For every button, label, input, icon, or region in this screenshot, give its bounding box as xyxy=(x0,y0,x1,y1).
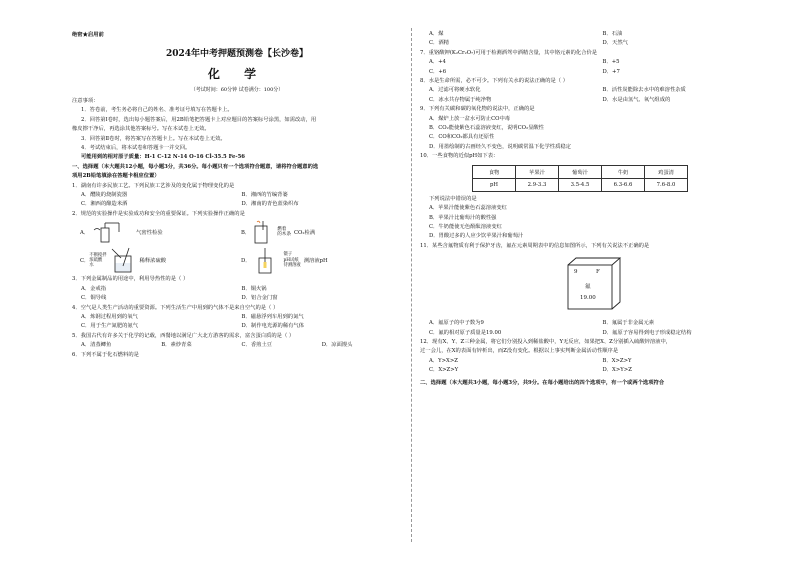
atomic-masses: 可能用到的相对原子质量：H-1 C-12 N-14 O-16 Cl-35.5 Fe-56 xyxy=(81,154,245,161)
q12-option-b[interactable]: B．X>Z>Y xyxy=(602,357,632,364)
ph-table-header-row xyxy=(473,165,688,178)
q11-option-c[interactable]: C．氟的相对原子质量是19.00 xyxy=(429,329,502,336)
q11-options-row1 xyxy=(420,319,776,328)
q2-d-note1: 镊子 xyxy=(283,252,293,258)
q2-d-note3: 待测溶液 xyxy=(283,263,301,269)
binding-divider xyxy=(411,28,412,542)
q3-option-b[interactable]: B．铜火锅 xyxy=(241,285,267,292)
q2-option-b[interactable] xyxy=(241,220,402,244)
q8-option-d[interactable]: D．水是由氢气、氧气组成的 xyxy=(602,96,671,103)
q2-b-caption: CO₂检满 xyxy=(294,230,316,237)
ph-table xyxy=(472,165,688,192)
q7-options-row1 xyxy=(420,58,776,67)
q7-option-a[interactable]: A．+4 xyxy=(429,59,446,66)
ph-table-cell: 鸡蛋清 xyxy=(645,165,688,178)
q10-option-b[interactable]: B．苹果汁比葡萄汁的酸性强 xyxy=(429,214,497,221)
q2-b-notes xyxy=(277,227,291,237)
q2-c-label: C． xyxy=(80,258,90,265)
q5-option-b[interactable]: B．素炒青菜 xyxy=(161,342,192,349)
q12-stem: 12．现有X、Y、Z三种金属，将它们分别投入到稀盐酸中，Y无反应，如果把X、Z分别插入硫酸锌溶液中， xyxy=(420,338,672,345)
q2-a-label: A． xyxy=(80,230,90,237)
q6-option-c[interactable]: C．酒精 xyxy=(429,40,449,47)
q3-options-row1 xyxy=(72,285,402,294)
q2-c-note2: 浓硫酸 xyxy=(89,257,103,263)
element-mass: 19.00 xyxy=(580,295,596,302)
secret-label: 绝密★启用前 xyxy=(72,32,104,38)
q4-stem: 4．空气是人类生产活动的重要资源。下列生活生产中用到的气体不是来自空气的是（ ） xyxy=(72,304,279,311)
q5-options-row xyxy=(72,341,402,350)
ph-table-cell: 食物 xyxy=(473,165,516,178)
left-column xyxy=(72,30,402,360)
fluorine-element-tile xyxy=(558,255,628,315)
q2-c-note3: 水 xyxy=(89,262,94,268)
q1-option-c[interactable]: C．湘西的酿造米酒 xyxy=(81,201,128,208)
q10-option-d[interactable]: D．胃酸过多的人应少饮苹果汁和葡萄汁 xyxy=(429,233,524,240)
element-tile-icon xyxy=(558,255,628,315)
ph-table-cell: pH xyxy=(473,178,516,191)
q8-options-row2 xyxy=(420,96,776,105)
section1-heading-cont: 项用2B铅笔填涂在答题卡相应位置） xyxy=(72,173,160,180)
q1-option-a[interactable]: A．醴陵的烧制瓷器 xyxy=(81,192,128,199)
q7-options-row2 xyxy=(420,68,776,77)
q2-b-label: B． xyxy=(241,230,251,237)
q9-option-d[interactable]: D．用墨绘制的古画经久不变色，说明碳常温下化学性质稳定 xyxy=(429,143,571,150)
q1-option-b[interactable]: B．湘西的竹编背篓 xyxy=(241,192,288,199)
q4-option-c[interactable]: C．用于生产氮肥的氨气 xyxy=(81,323,139,330)
q12-option-c[interactable]: C．X>Z>Y xyxy=(429,367,459,374)
q6-options-row1 xyxy=(420,30,776,39)
co2-check-figure-icon xyxy=(250,220,274,244)
section2-heading: 二、选择题（本大题共3小题，每小题3分，共9分。在每小题给出的四个选项中，有一个或两个选项符合 xyxy=(420,379,665,386)
q9-stem: 9．下列有关碳和碳的氧化物的说法中，正确的是 xyxy=(420,106,535,113)
q2-figures-row1 xyxy=(80,219,402,245)
q2-c-note1: 不断搅拌 xyxy=(89,252,107,258)
notes-heading: 注意事项： xyxy=(72,98,99,104)
ph-table-cell: 6.3-6.6 xyxy=(602,178,645,191)
ph-table-cell: 苹果汁 xyxy=(516,165,559,178)
q2-option-a[interactable] xyxy=(80,220,241,244)
q2-d-notes xyxy=(284,252,301,269)
q8-options-row1 xyxy=(420,86,776,95)
q11-option-d[interactable]: D．氟原子容易得到电子形成稳定结构 xyxy=(602,329,692,336)
q6-options-row2 xyxy=(420,39,776,48)
q2-d-label: D． xyxy=(241,258,251,265)
q8-option-c[interactable]: C．冰水共存物属于纯净物 xyxy=(429,96,492,103)
note-item: 4．考试结束后，将本试卷和答题卡一并交回。 xyxy=(81,145,191,152)
q9-option-a[interactable]: A．煤炉上放一盆水可防止CO中毒 xyxy=(429,115,511,122)
q5-stem: 5．我国古代有许多关于化学的记载，西餐地以满足广大北方游客的需求，富含蛋白质的是（ ） xyxy=(72,332,295,339)
q12-options-row2 xyxy=(420,366,776,375)
q2-b-note2: 的木条 xyxy=(277,232,291,238)
q8-option-a[interactable]: A．过滤可将硬水软化 xyxy=(429,87,481,94)
q3-option-a[interactable]: A．金戒指 xyxy=(81,285,107,292)
note-item: 2．回答第Ⅰ卷时，选出每小题答案后，用2B铅笔把答题卡上对应题目的答案标号涂黑，如需改动，用 xyxy=(81,116,317,123)
q2-d-note2: pH试纸 xyxy=(283,257,299,263)
element-symbol: F xyxy=(596,269,600,276)
ph-test-figure-icon xyxy=(251,246,281,274)
q12-option-a[interactable]: A．Y>X>Z xyxy=(429,357,458,364)
q10-stem: 10．一些食物的近似pH如下表： xyxy=(420,153,499,160)
q11-options-row2 xyxy=(420,329,776,338)
q7-stem: 7．重铬酸钾(K₂Cr₂O₇)可用于检测酒驾中酒精含量，其中铬元素的化合价是 xyxy=(420,49,598,56)
q4-option-b[interactable]: B．磁悬浮列车用到的氮气 xyxy=(241,313,304,320)
element-name: 氟 xyxy=(585,284,591,291)
q7-option-c[interactable]: C．+6 xyxy=(429,68,447,75)
ph-table-cell: 3.5-4.5 xyxy=(559,178,602,191)
exam-title: 2024年中考押题预测卷【长沙卷】 xyxy=(165,49,309,59)
q4-options-row2 xyxy=(72,322,402,331)
q6-stem: 6．下列不属于化石燃料的是 xyxy=(72,351,139,358)
q12-option-d[interactable]: D．X>Y>Z xyxy=(602,367,632,374)
q5-option-a[interactable]: A．清蒸鲫鱼 xyxy=(81,342,112,349)
q10-option-a[interactable]: A．苹果汁能使紫色石蕊溶液变红 xyxy=(429,205,507,212)
q11-stem: 11．某些含氟物质有利于保护牙齿，氟在元素周期表中的信息如图所示，下列有关说法不正确的是 xyxy=(420,242,650,249)
q2-c-notes xyxy=(89,253,106,268)
exam-meta: （考试时间：60分钟 试卷满分：100分） xyxy=(190,87,284,93)
q10-option-c[interactable]: C．牛奶能使无色酚酞溶液变红 xyxy=(429,223,502,230)
q4-options-row1 xyxy=(72,313,402,322)
ph-table-cell: 葡萄汁 xyxy=(559,165,602,178)
note-item: 橡皮擦干净后，再选涂其他答案标号。写在本试卷上无效。 xyxy=(72,126,210,133)
q4-option-a[interactable]: A．炼钢过程用到的氧气 xyxy=(81,313,138,320)
q7-option-b[interactable]: B．+5 xyxy=(602,59,620,66)
q2-c-caption: 稀释浓硫酸 xyxy=(139,258,167,265)
ph-table-value-row xyxy=(473,178,688,191)
note-item: 1．答卷前，考生务必将自己的姓名、准考证号填写在答题卡上。 xyxy=(81,107,233,114)
q11-option-a[interactable]: A．氟原子的中子数为9 xyxy=(429,320,484,327)
q5-option-d[interactable]: D．凉面馒头 xyxy=(321,342,353,349)
q8-option-b[interactable]: B．活性炭能除去水中的难溶性杂质 xyxy=(602,87,686,94)
subject-title: 化 学 xyxy=(207,67,267,81)
q6-option-b[interactable]: B．石油 xyxy=(602,31,623,37)
q12-stem-cont: 过一会儿，在X的表面有锌析出，而Z没有变化。根据以上事实判断金属活动性顺序是 xyxy=(420,348,619,355)
q6-option-d[interactable]: D．天然气 xyxy=(602,40,628,47)
q2-b-note1: 燃着 xyxy=(277,227,287,233)
q4-option-d[interactable]: D．制作电光源的稀有气体 xyxy=(241,323,305,330)
note-item: 3．回答第Ⅱ卷时，将答案写在答题卡上。写在本试卷上无效。 xyxy=(81,135,226,142)
section1-heading: 一、选择题（本大题共12小题，每小题3分，共36分。每小题只有一个选项符合题意，请将符合题意的选 xyxy=(72,163,319,170)
q9-option-c[interactable]: C．CO和CO₂都具有还原性 xyxy=(429,134,495,141)
q1-option-d[interactable]: D．湘南的青色蓝染织布 xyxy=(241,201,299,208)
q12-options-row1 xyxy=(420,357,776,366)
q10-ask: 下列说法中错误的是 xyxy=(429,195,477,202)
q2-option-d[interactable] xyxy=(241,246,402,274)
q3-options-row2 xyxy=(72,294,402,303)
ph-table-cell: 2.9-3.3 xyxy=(516,178,559,191)
q2-option-c[interactable] xyxy=(80,246,241,274)
q1-options-row1 xyxy=(72,191,402,200)
right-column xyxy=(420,30,776,388)
q6-option-a[interactable]: A．煤 xyxy=(429,31,444,37)
element-number: 9 xyxy=(574,269,578,276)
ph-table-cell: 7.6-8.0 xyxy=(645,178,688,191)
dilute-acid-figure-icon xyxy=(109,246,137,274)
q5-option-c[interactable]: C．香煎土豆 xyxy=(241,342,273,349)
q8-stem: 8．水是生命所需，必不可少。下列有关水的说法正确的是（ ） xyxy=(420,78,569,85)
q2-d-caption: 测溶液pH xyxy=(303,258,328,265)
q2-stem: 2．规范的实验操作是实验成功和安全的重要保证。下列实验操作正确的是 xyxy=(72,210,245,217)
q2-a-caption: 气密性检验 xyxy=(136,230,163,237)
q7-option-d[interactable]: D．+7 xyxy=(602,68,620,75)
ph-table-cell: 牛奶 xyxy=(602,165,645,178)
q11-option-b[interactable]: B．氟属于非金属元素 xyxy=(602,320,655,327)
q3-stem: 3．下列金属制品的用途中，利用导热性的是（ ） xyxy=(72,276,189,283)
q3-option-c[interactable]: C．铜导线 xyxy=(81,295,107,302)
q1-options-row2 xyxy=(72,200,402,209)
q9-option-b[interactable]: B．CO₂能使紫色石蕊溶液变红，说明CO₂显酸性 xyxy=(429,125,544,132)
q3-option-d[interactable]: D．铝合金门窗 xyxy=(241,295,278,302)
q1-stem: 1．湖南有许多民族工艺。下列民族工艺涉及的变化属于物理变化的是 xyxy=(72,182,235,189)
q2-figures-row2 xyxy=(80,245,402,275)
airtight-check-figure-icon xyxy=(89,220,133,244)
